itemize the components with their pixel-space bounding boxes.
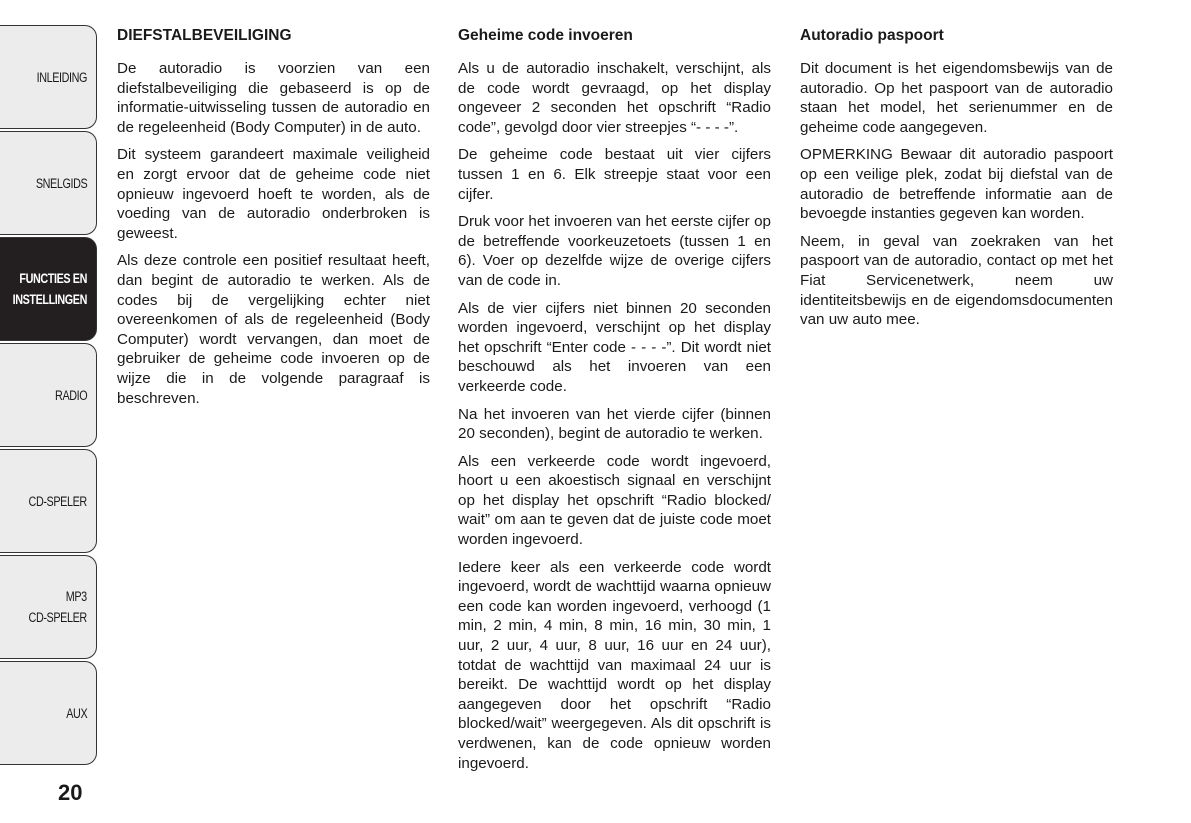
paragraph: Als u de autoradio inschakelt, verschijnt, als de code wordt gevraagd, op het display ongeveer 2 seconden het opschrift “Radio code”, gevolgd door vier streepjes “- - - -”. <box>458 60 771 136</box>
paragraph: De geheime code bestaat uit vier cijfers tussen 1 en 6. Elk streepje staat voor een cijfer. <box>458 146 771 203</box>
column-diefstalbeveiliging <box>117 26 430 416</box>
tab-mp3-cd-speler[interactable] <box>0 555 97 659</box>
paragraph: Als de vier cijfers niet binnen 20 seconden worden ingevoerd, verschijnt op het display het opschrift “Enter code - - - -”. Dit wordt niet beschouwd als het invoeren van een verkeerde code. <box>458 299 771 395</box>
tab-radio[interactable] <box>0 343 97 447</box>
paragraph: Na het invoeren van het vierde cijfer (binnen 20 seconden), begint de autoradio te werken. <box>458 405 771 443</box>
column-autoradio-paspoort <box>800 26 1113 338</box>
tab-label: MP3 CD-SPELER <box>28 589 87 625</box>
tab-cd-speler[interactable] <box>0 449 97 553</box>
paragraph: Iedere keer als een verkeerde code wordt ingevoerd, wordt de wachttijd waarna opnieuw een code kan worden ingevoerd, verhoogd (1 min, 2 min, 4 min, 8 min, 16 min, 30 min, 1 uur, 2 uur, 4 uur, 8 uur, 16 uur en 24 uur), totdat de wachttijd van maximaal 24 uur is bereikt. De wachttijd wordt op het display aangegeven door het opschrift “Radio blocked/wait” weergegeven. Als dit opschrift is verdwenen, kan de code opnieuw worden ingevoerd. <box>458 558 771 772</box>
paragraph: Als deze controle een positief resultaat heeft, dan begint de autoradio te werken. Als de codes bij de vergelijking echter niet overeenkomen of als de regeleenheid (Body Computer) wordt vervangen, dan moet de gebruiker de geheime code invoeren op de wijze die in de volgende paragraaf is beschreven. <box>117 252 430 407</box>
section-heading: Geheime code invoeren <box>458 27 633 44</box>
paragraph: Druk voor het invoeren van het eerste cijfer op de betreffende voorkeuzetoets (tussen 1 en 6). Voer op dezelfde wijze de overige cijfers van de code in. <box>458 213 771 289</box>
tab-label: CD-SPELER <box>28 493 87 509</box>
paragraph: Dit systeem garandeert maximale veiligheid en zorgt ervoor dat de geheime code niet opnieuw ingevoerd hoeft te worden, als de voeding van de autoradio onderbroken is geweest. <box>117 146 430 242</box>
tab-label: SNELGIDS <box>35 175 87 191</box>
paragraph: Als een verkeerde code wordt ingevoerd, hoort u een akoestisch signaal en verschijnt op het display het opschrift “Radio blocked/ wait” om aan te geven dat de juiste code moet worden ingevoerd. <box>458 452 771 549</box>
paragraph: Neem, in geval van zoekraken van het paspoort van de autoradio, contact op met het Fiat Servicenetwerk, neem uw identiteitsbewijs en de eigendomsdocumenten van uw auto mee. <box>800 232 1113 329</box>
tab-aux[interactable] <box>0 661 97 765</box>
tab-label: FUNCTIES EN INSTELLINGEN <box>12 271 87 307</box>
paragraph: OPMERKING Bewaar dit autoradio paspoort op een veilige plek, zodat bij diefstal van de autoradio de betreffende informatie aan de bevoegde instanties gegeven kan worden. <box>800 146 1113 223</box>
tab-functies-en-instellingen[interactable] <box>0 237 97 341</box>
tab-inleiding[interactable] <box>0 25 97 129</box>
column-geheime-code <box>458 26 771 781</box>
tab-label: AUX <box>65 705 87 721</box>
paragraph: Dit document is het eigendomsbewijs van de autoradio. Op het paspoort van de autoradio staan het model, het serienummer en de geheime code aangegeven. <box>800 60 1113 136</box>
page-number: 20 <box>58 780 83 805</box>
section-heading: Autoradio paspoort <box>800 27 944 44</box>
tab-label: INLEIDING <box>36 69 87 85</box>
paragraph: De autoradio is voorzien van een diefstalbeveiliging die gebaseerd is op de informatie-uitwisseling tussen de autoradio en de regeleenheid (Body Computer) in de auto. <box>117 60 430 136</box>
section-heading: DIEFSTALBEVEILIGING <box>117 27 292 44</box>
tab-label: RADIO <box>54 387 87 403</box>
tab-snelgids[interactable] <box>0 131 97 235</box>
